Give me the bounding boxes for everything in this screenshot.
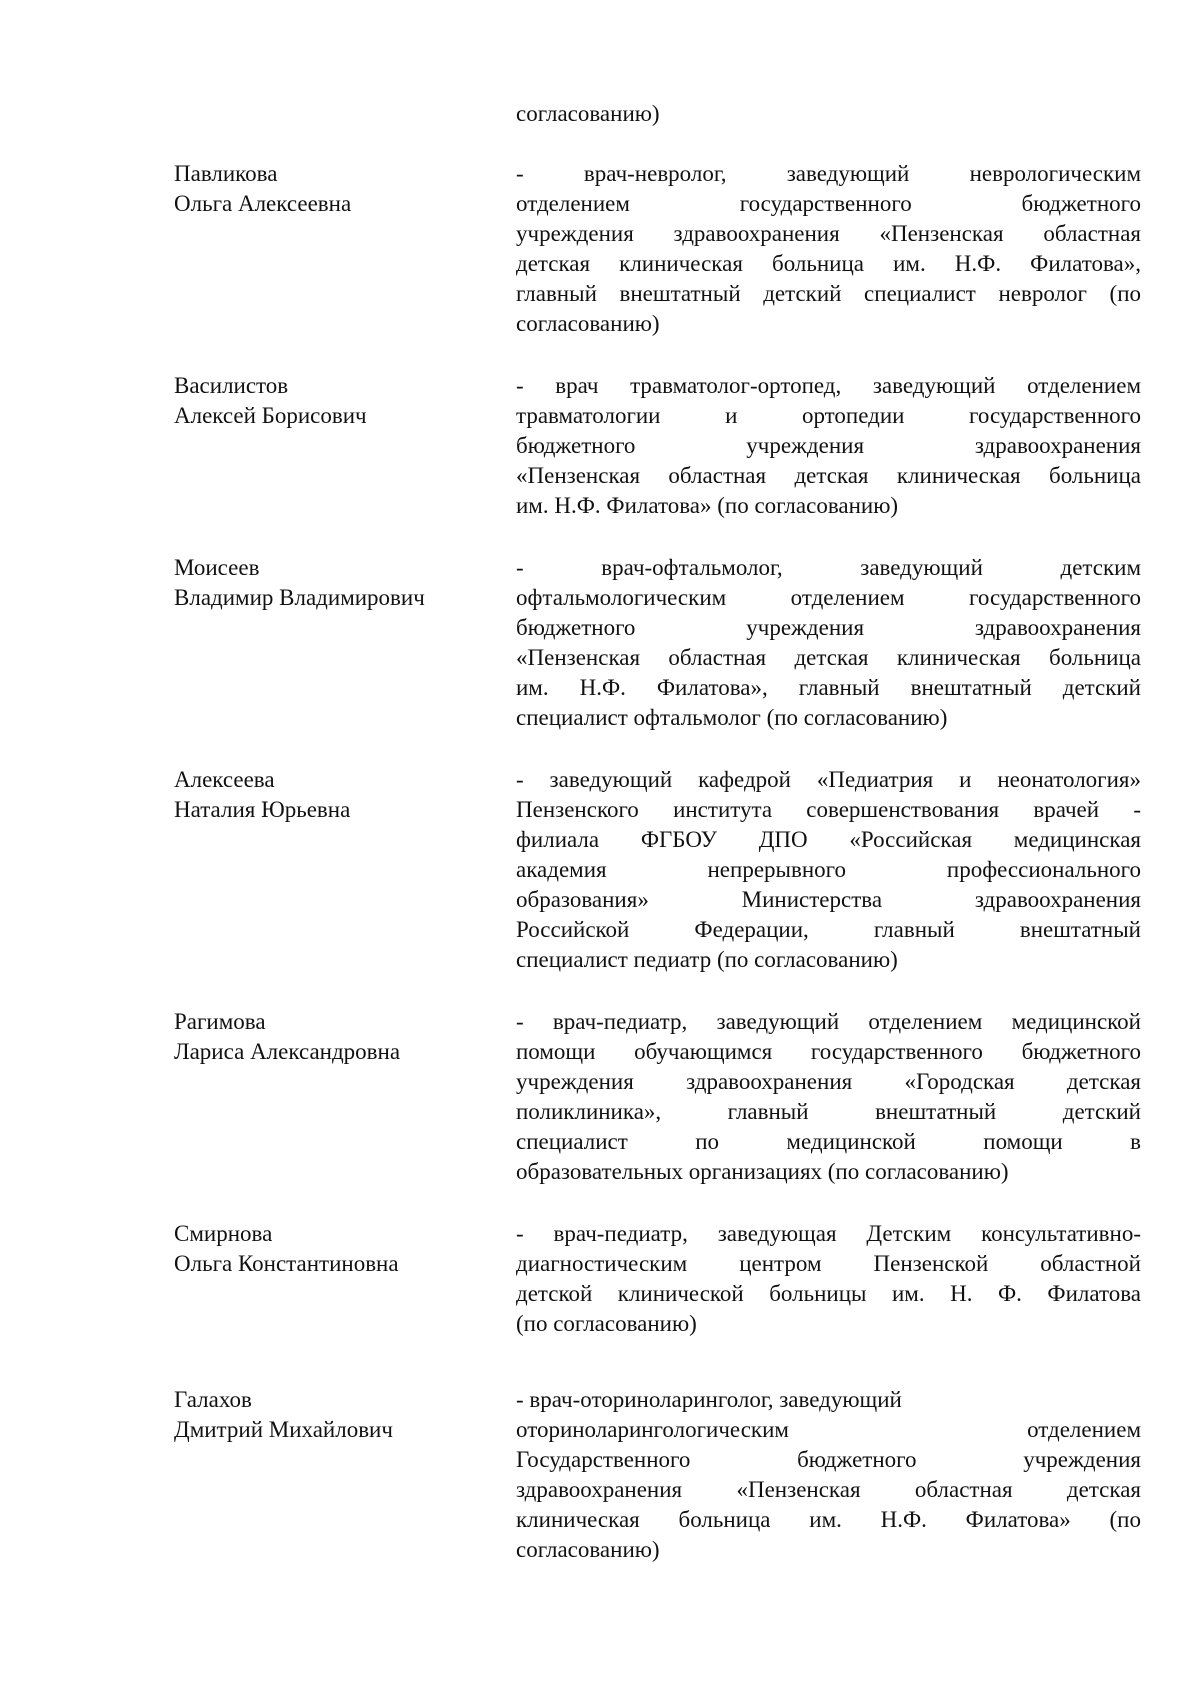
description-line: им. Н.Ф. Филатова», главный внештатный детский xyxy=(516,675,1141,700)
description-line: специалист педиатр (по согласованию) xyxy=(516,947,898,972)
member-description xyxy=(516,159,1141,339)
continued-text: согласованию) xyxy=(516,101,660,126)
member-name xyxy=(174,159,504,219)
description-line: главный внештатный детский специалист невролог (по xyxy=(516,281,1141,306)
description-line: образовательных организациях (по согласованию) xyxy=(516,1159,1009,1184)
member-description xyxy=(516,371,1141,521)
description-line: помощи обучающимся государственного бюджетного xyxy=(516,1039,1141,1064)
description-line: Российской Федерации, главный внештатный xyxy=(516,917,1141,942)
member-surname: Василистов xyxy=(174,373,289,398)
member-name xyxy=(174,553,504,613)
description-line: филиала ФГБОУ ДПО «Российская медицинская xyxy=(516,827,1141,852)
member-surname: Рагимова xyxy=(174,1009,266,1034)
description-line: согласованию) xyxy=(516,311,660,336)
description-line: «Пензенская областная детская клиническая больница xyxy=(516,645,1141,670)
member-given-name: Лариса Александровна xyxy=(174,1039,401,1064)
member-description xyxy=(516,1007,1141,1187)
description-line: учреждения здравоохранения «Городская детская xyxy=(516,1069,1141,1094)
member-surname: Алексеева xyxy=(174,767,275,792)
description-line: - врач-педиатр, заведующая Детским консультативно- xyxy=(516,1221,1141,1246)
member-name xyxy=(174,1219,504,1279)
description-line: поликлиника», главный внештатный детский xyxy=(516,1099,1141,1124)
description-line: детской клинической больницы им. Н. Ф. Филатова xyxy=(516,1281,1141,1306)
member-name xyxy=(174,765,504,825)
description-line: «Пензенская областная детская клиническая больница xyxy=(516,463,1141,488)
member-surname: Галахов xyxy=(174,1387,252,1412)
description-line: бюджетного учреждения здравоохранения xyxy=(516,615,1141,640)
description-line: - заведующий кафедрой «Педиатрия и неонатология» xyxy=(516,767,1141,792)
member-name xyxy=(174,1007,504,1067)
description-line: - врач-педиатр, заведующий отделением медицинской xyxy=(516,1009,1141,1034)
member-given-name: Алексей Борисович xyxy=(174,403,367,428)
description-line: - врач-офтальмолог, заведующий детским xyxy=(516,555,1141,580)
member-given-name: Наталия Юрьевна xyxy=(174,797,351,822)
description-line: отделением государственного бюджетного xyxy=(516,191,1141,216)
member-surname: Моисеев xyxy=(174,555,260,580)
member-surname: Павликова xyxy=(174,161,278,186)
description-line: офтальмологическим отделением государственного xyxy=(516,585,1141,610)
description-line: травматологии и ортопедии государственного xyxy=(516,403,1141,428)
description-line: - врач-невролог, заведующий неврологическим xyxy=(516,161,1141,186)
description-line: согласованию) xyxy=(516,1537,660,1562)
description-line: академия непрерывного профессионального xyxy=(516,857,1141,882)
description-line: бюджетного учреждения здравоохранения xyxy=(516,433,1141,458)
description-line: образования» Министерства здравоохранения xyxy=(516,887,1141,912)
description-line: оториноларингологическим отделением xyxy=(516,1417,1141,1442)
description-line: специалист по медицинской помощи в xyxy=(516,1129,1141,1154)
member-given-name: Ольга Алексеевна xyxy=(174,191,352,216)
description-line: (по согласованию) xyxy=(516,1311,697,1336)
member-name xyxy=(174,1385,504,1445)
member-surname: Смирнова xyxy=(174,1221,273,1246)
description-line: Государственного бюджетного учреждения xyxy=(516,1447,1141,1472)
description-line: специалист офтальмолог (по согласованию) xyxy=(516,705,948,730)
member-description xyxy=(516,1385,1141,1565)
description-line: Пензенского института совершенствования врачей - xyxy=(516,797,1141,822)
description-line: здравоохранения «Пензенская областная детская xyxy=(516,1477,1141,1502)
description-line: детская клиническая больница им. Н.Ф. Филатова», xyxy=(516,251,1141,276)
member-given-name: Ольга Константиновна xyxy=(174,1251,399,1276)
description-line: - врач травматолог-ортопед, заведующий отделением xyxy=(516,373,1141,398)
member-given-name: Владимир Владимирович xyxy=(174,585,425,610)
member-name xyxy=(174,371,504,431)
member-description xyxy=(516,765,1141,975)
member-given-name: Дмитрий Михайлович xyxy=(174,1417,393,1442)
member-description xyxy=(516,553,1141,733)
member-description xyxy=(516,1219,1141,1339)
description-line: клиническая больница им. Н.Ф. Филатова» (по xyxy=(516,1507,1141,1532)
description-line: учреждения здравоохранения «Пензенская областная xyxy=(516,221,1141,246)
description-line: им. Н.Ф. Филатова» (по согласованию) xyxy=(516,493,899,518)
description-line: диагностическим центром Пензенской областной xyxy=(516,1251,1141,1276)
description-line: - врач-оториноларинголог, заведующий xyxy=(516,1387,902,1412)
